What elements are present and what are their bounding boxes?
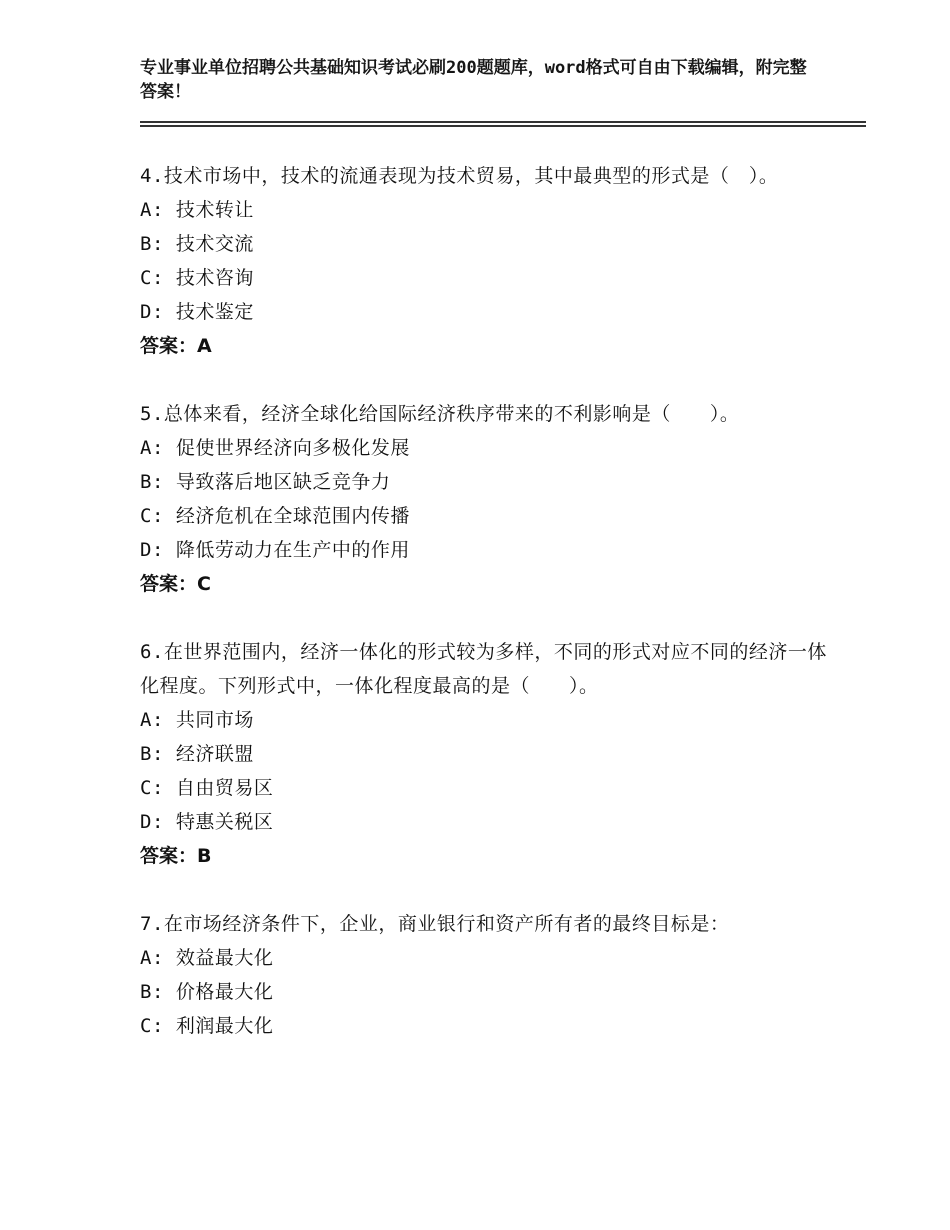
option-a: A: 技术转让 [140, 199, 254, 221]
option-d: D: 特惠关税区 [140, 811, 274, 833]
option-b: B: 价格最大化 [140, 981, 274, 1003]
answer: 答案：B [140, 845, 212, 867]
option-a: A: 效益最大化 [140, 947, 274, 969]
question-text: 7.在市场经济条件下，企业，商业银行和资产所有者的最终目标是： [140, 913, 730, 935]
option-c: C: 技术咨询 [140, 267, 254, 289]
question-text: 5.总体来看，经济全球化给国际经济秩序带来的不利影响是（ ）。 [140, 403, 740, 425]
option-c: C: 利润最大化 [140, 1015, 274, 1037]
option-c: C: 自由贸易区 [140, 777, 274, 799]
option-d: D: 技术鉴定 [140, 301, 254, 323]
question-text: 6.在世界范围内，经济一体化的形式较为多样，不同的形式对应不同的经济一体化程度。下列形式中，一体化程度最高的是（ ）。 [140, 641, 827, 697]
option-b: B: 经济联盟 [140, 743, 254, 765]
header-divider-top [140, 121, 866, 123]
question-7 [140, 907, 830, 1043]
question-5 [140, 397, 830, 601]
header-divider-bottom [140, 125, 866, 127]
option-d: D: 降低劳动力在生产中的作用 [140, 539, 410, 561]
option-b: B: 导致落后地区缺乏竞争力 [140, 471, 391, 493]
answer: 答案：A [140, 335, 212, 357]
option-b: B: 技术交流 [140, 233, 254, 255]
question-list [140, 159, 830, 1077]
question-text: 4.技术市场中，技术的流通表现为技术贸易，其中最典型的形式是（ ）。 [140, 165, 779, 187]
question-6 [140, 635, 830, 873]
question-4 [140, 159, 830, 363]
option-c: C: 经济危机在全球范围内传播 [140, 505, 410, 527]
option-a: A: 促使世界经济向多极化发展 [140, 437, 410, 459]
option-a: A: 共同市场 [140, 709, 254, 731]
answer: 答案：C [140, 573, 211, 595]
document-header: 专业事业单位招聘公共基础知识考试必刷200题题库，word格式可自由下载编辑，附完整答案！ [140, 58, 807, 102]
